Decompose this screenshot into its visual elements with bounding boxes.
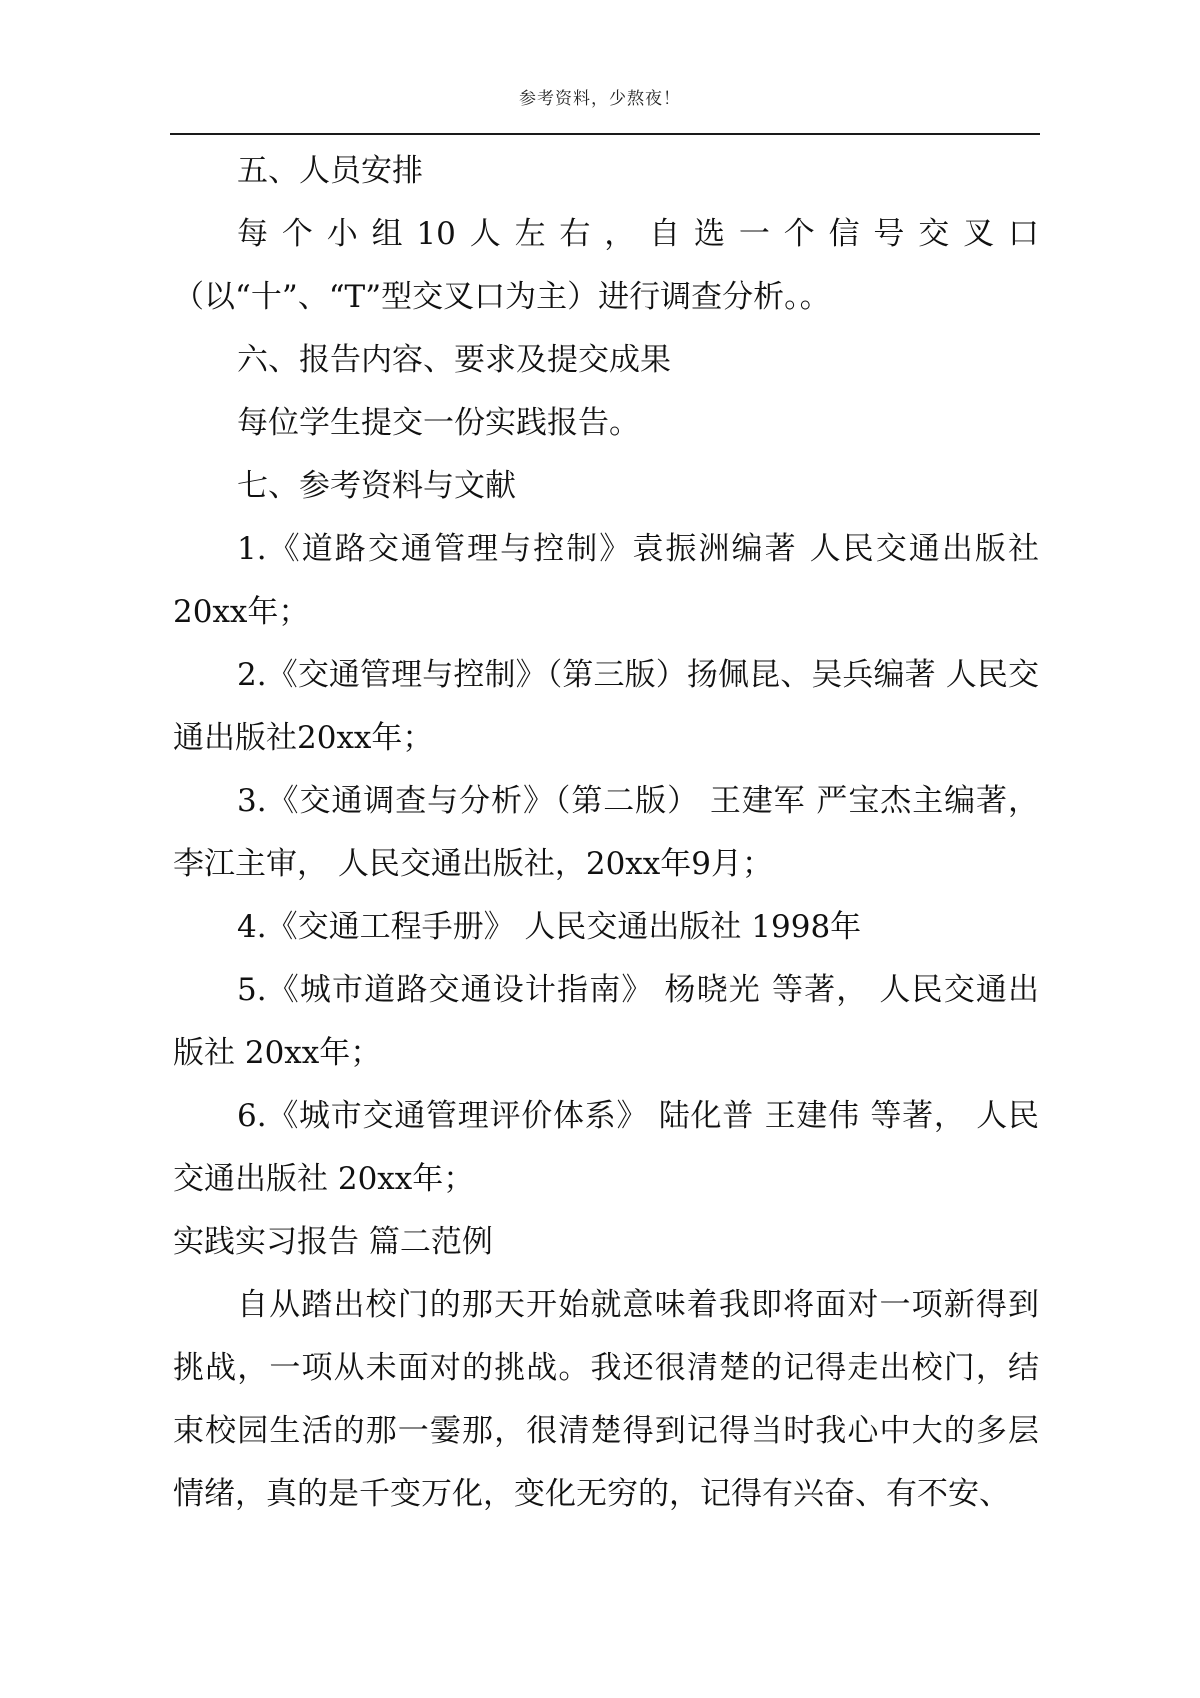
reference-item-3: 3.《交通调查与分析》（第二版） 王建军 严宝杰主编著，李江主审， 人民交通出版社，20xx年9月； [173, 783, 1039, 882]
document-body [173, 140, 1039, 1526]
paragraph-report-requirement: 每位学生提交一份实践报告。 [237, 405, 640, 441]
reference-item-5: 5.《城市道路交通设计指南》 杨晓光 等著， 人民交通出版社 20xx年； [173, 972, 1039, 1071]
reference-item-6: 6.《城市交通管理评价体系》 陆化普 王建伟 等著， 人民交通出版社 20xx年； [173, 1098, 1039, 1197]
article-title: 实践实习报告 篇二范例 [173, 1224, 493, 1260]
page-header: 参考资料，少熬夜！ [519, 89, 681, 109]
header-divider [170, 133, 1040, 135]
section-heading-report: 六、报告内容、要求及提交成果 [237, 342, 671, 378]
paragraph-group-size: 每个小组10人左右，自选一个信号交叉口（以“十”、“T”型交叉口为主）进行调查分析。。 [173, 216, 1039, 315]
reference-item-2: 2.《交通管理与控制》（第三版）扬佩昆、吴兵编著 人民交通出版社20xx年； [173, 657, 1039, 756]
paragraph-intro: 自从踏出校门的那天开始就意味着我即将面对一项新得到挑战，一项从未面对的挑战。我还很清楚的记得走出校门，结束校园生活的那一霎那，很清楚得到记得当时我心中大的多层情绪，真的是千变万化，变化无穷的，记得有兴奋、有不安、 [173, 1287, 1039, 1512]
reference-item-4: 4.《交通工程手册》 人民交通出版社 1998年 [237, 909, 862, 945]
section-heading-personnel: 五、人员安排 [237, 153, 423, 189]
reference-item-1: 1.《道路交通管理与控制》袁振洲编著 人民交通出版社 20xx年； [173, 531, 1039, 630]
section-heading-references: 七、参考资料与文献 [237, 468, 516, 504]
